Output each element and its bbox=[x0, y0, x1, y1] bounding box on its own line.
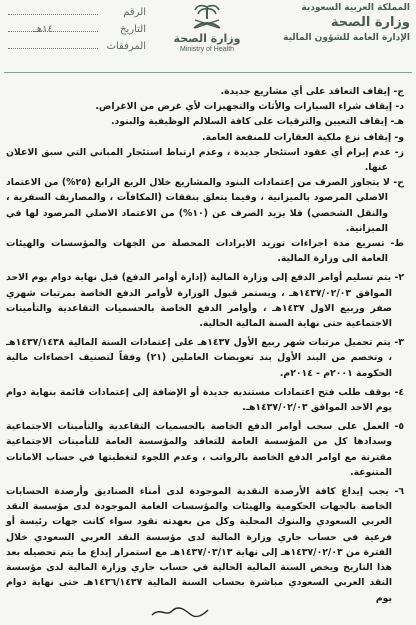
letter-body bbox=[6, 84, 404, 606]
signature-mark bbox=[150, 605, 210, 619]
attachments-row bbox=[6, 38, 146, 55]
list-item: ط- تسريع مدة اجراءات توريد الايرادات المحصلة من الجهات والمؤسسات والهيئات العامة الى وزارة المالية. bbox=[6, 238, 404, 265]
list-item: ز- عدم إبرام أي عقود استئجار جديدة ، وعدم ارتباط استئجار المباني التي سبق الاعلان عنها. bbox=[6, 146, 404, 174]
ministry-block bbox=[260, 2, 410, 44]
attachments-label: المرفقات bbox=[106, 41, 146, 52]
list-item: ح- لا يتجاوز الصرف من إعتمادات البنود والمشاريع خلال الربع الرابع (٢٥%) من الاعتماد الاصلي المرصود بالميزانية ، وفيما يتعلق بنفقات (المكافآت ، والمصاريف السفرية ، والنقل الشخصي) فلا يزيد الصرف عن (١٠%) من الاعتماد الاصلي المرصود لها في الميزانية. bbox=[6, 177, 404, 234]
date-label: التاريخ bbox=[120, 24, 146, 35]
list-item: ج- إيقاف التعاقد على أي مشاريع جديدة. bbox=[220, 86, 404, 97]
header-divider bbox=[4, 72, 412, 73]
numbered-paragraph: ٢- يتم تسليم أوامر الدفع إلى وزارة المالية (إدارة أوامر الدفع) قبل نهاية دوام يوم الاحد الموافق ١٤٣٧/٠٢/٠٣هـ ، ويستمر قبول الوزارة لأوامر الدفع الخاصة بمرتبات شهري صفر وربيع الاول ١٤٣٧هـ ، وأوامر الدفع الخاصة بالحسميات التقاعدية والتأمينات الاجتماعية حتى نهاية السنة المالية الحالية. bbox=[6, 272, 404, 330]
date-dotted-line bbox=[8, 31, 98, 32]
list-item: د- إيقاف شراء السيارات والأثاث والتجهيزات لأي غرض من الاغراض. bbox=[95, 101, 404, 113]
date-row bbox=[6, 21, 146, 38]
letterhead bbox=[0, 0, 416, 75]
ref-dotted-line bbox=[8, 14, 98, 15]
ministry-logo bbox=[172, 2, 242, 54]
ref-label: الرقم bbox=[123, 7, 146, 18]
numbered-paragraph: ٦- يجب إيداع كافة الأرصدة النقدية الموجودة لدى أمناء الصناديق وأرصدة الحسابات الخاصة بالجهات الحكومية والهيئات والمؤسسات العامة الموجودة لدى مؤسسة النقد العربي السعودي والبنوك المحلية وكل من بعهدته نقود سواء كانت جهات رئيسة أو فرعية في حساب جاري وزارة المالية لدى مؤسسة النقد العربي السعودي خلال الفترة من ١٤٣٧/٠٢/٠٣هـ إلى نهاية ١٤٣٧/٠٣/١٣هـ مع استمرار إيداع ما يتم تحصيله بعد هذا التاريخ ويخص السنة المالية الحالية في حساب جاري وزارة المالية لدى مؤسسة النقد العربي السعودي مباشرة بحساب السنة المالية ١٤٣٦/١٤٣٧هـ حتى نهاية دوام يوم bbox=[6, 486, 404, 604]
department-name: الإدارة العامة للشؤون المالية bbox=[283, 33, 410, 43]
hijri-suffix: ١٤هـ bbox=[34, 24, 53, 35]
list-item: هـ- إيقاف التعيين والترقيات على كافة السلالم الوظيفية والبنود. bbox=[111, 116, 404, 128]
palm-swords-icon bbox=[189, 2, 225, 32]
ministry-name: وزارة الصحة bbox=[330, 15, 410, 30]
numbered-paragraph: ٣- يتم تحميل مرتبات شهر ربيع الأول ١٤٣٧هـ على إعتمادات السنة المالية ١٤٣٧/١٤٣٨هـ ، وتخصم من البند الأول بند تعويضات العاملين (٢١) وفقاً لتصنيف احصاءات مالية الحكومة ٢٠٠١م - ٢٠١٤م. bbox=[6, 337, 404, 379]
list-item: و- إيقاف نزع ملكية العقارات للمنفعة العامة. bbox=[202, 131, 404, 143]
numbered-paragraph: ٤- يوقف طلب فتح اعتمادات مستنديه جديدة أو الإضافة إلى إعتمادات قائمة بنهاية دوام يوم الاحد الموافق ١٤٣٧/٠٢/٠٣هـ. bbox=[6, 386, 404, 414]
logo-text-ar: وزارة الصحة bbox=[173, 32, 241, 45]
reference-block bbox=[6, 4, 146, 55]
attachments-dotted-line bbox=[8, 48, 98, 49]
kingdom-name: المملكة العربية السعودية bbox=[301, 3, 410, 13]
numbered-paragraph: ٥- العمل على سحب أوامر الدفع الخاصة بالحسميات التقاعدية والتأمينات الاجتماعية وسدادها كل من المؤسسة العامة للتعاقد والمؤسسة العامة للتأمينات الاجتماعية مقترنة مع اوامر الدفع الخاصة بالرواتب ، وعدم اللجوء لتغطيتها في حساب الامانات المتنوعة. bbox=[6, 421, 404, 478]
logo-text-en: Ministry of Health bbox=[179, 46, 235, 53]
ref-row bbox=[6, 4, 146, 21]
